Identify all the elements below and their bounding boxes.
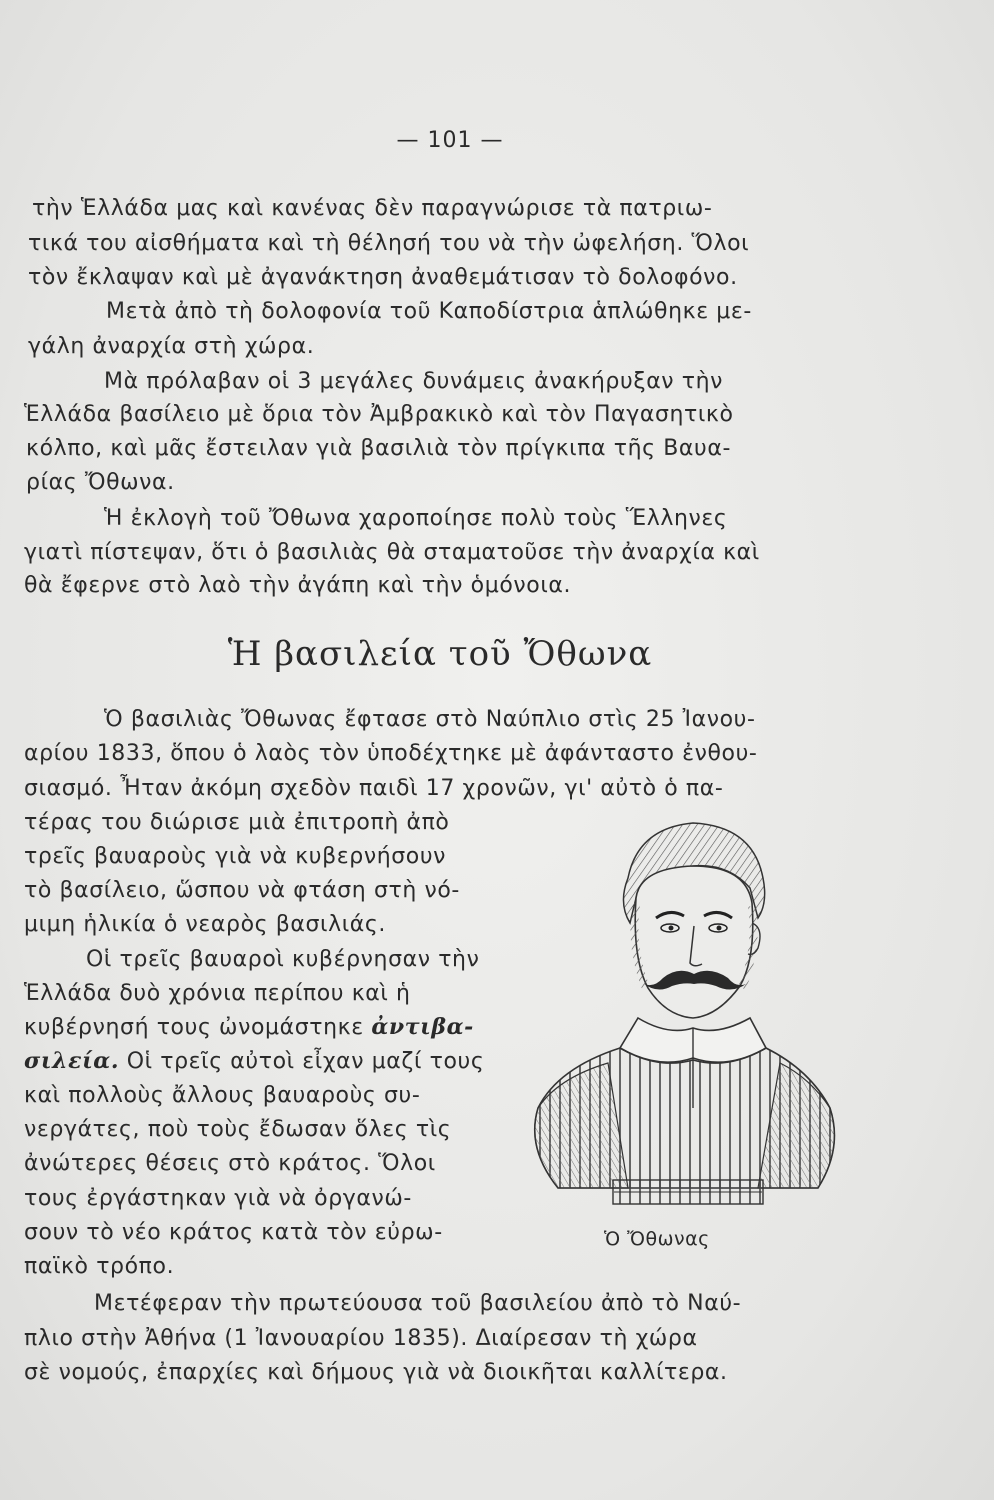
text-segment: Οἱ τρεῖς αὐτοὶ εἶχαν μαζί τους — [119, 1049, 485, 1074]
text-line: καὶ πολλοὺς ἄλλους βαυαροὺς συ- — [24, 1083, 421, 1108]
text-segment: κυβέρνησή τους ὠνομάστηκε — [24, 1015, 364, 1040]
text-line: τὴν Ἑλλάδα μας καὶ κανένας δὲν παραγνώρισε τὰ πατριω- — [32, 196, 713, 221]
text-line: Ἑλλάδα δυὸ χρόνια περίπου καὶ ἡ — [24, 981, 411, 1006]
text-line: παϊκὸ τρόπο. — [24, 1254, 175, 1279]
text-line: γιατὶ πίστεψαν, ὅτι ὁ βασιλιὰς θὰ σταματοῦσε τὴν ἀναρχία καὶ — [24, 540, 760, 565]
section-heading: Ἡ βασιλεία τοῦ Ὄθωνα — [227, 634, 653, 674]
portrait-illustration — [518, 808, 848, 1228]
text-line: γάλη ἀναρχία στὴ χώρα. — [28, 334, 315, 359]
text-line: Οἱ τρεῖς βαυαροὶ κυβέρνησαν τὴν — [86, 947, 480, 972]
text-line: τὸν ἔκλαψαν καὶ μὲ ἀγανάκτηση ἀναθεμάτισαν τὸ δολοφόνο. — [28, 265, 738, 290]
text-line: αρίου 1833, ὅπου ὁ λαὸς τὸν ὑποδέχτηκε μὲ ἀφάνταστο ἐνθου- — [24, 741, 758, 766]
italic-term: σιλεία. — [24, 1048, 120, 1074]
text-line: Ἑλλάδα βασίλειο μὲ ὅρια τὸν Ἀμβρακικὸ καὶ τὸν Παγασητικὸ — [24, 402, 734, 427]
text-line: Ἡ ἐκλογὴ τοῦ Ὄθωνα χαροποίησε πολὺ τοὺς Ἕλληνες — [104, 506, 728, 531]
italic-term: ἀντιβα- — [371, 1014, 474, 1040]
text-line: τὸ βασίλειο, ὥσπου νὰ φτάση στὴ νό- — [24, 878, 460, 903]
text-line: Μετέφεραν τὴν πρωτεύουσα τοῦ βασιλείου ἀπὸ τὸ Ναύ- — [94, 1291, 742, 1316]
text-line: σὲ νομούς, ἐπαρχίες καὶ δήμους γιὰ νὰ διοικῆται καλλίτερα. — [24, 1360, 728, 1385]
text-line: Ὁ βασιλιὰς Ὄθωνας ἔφτασε στὸ Ναύπλιο στὶς 25 Ἰανου- — [104, 707, 756, 732]
text-line: τους ἐργάστηκαν γιὰ νὰ ὀργανώ- — [24, 1186, 412, 1211]
text-line: τέρας του διώρισε μιὰ ἐπιτροπὴ ἀπὸ — [24, 810, 450, 835]
text-line: τικά του αἰσθήματα καὶ τὴ θέλησή του νὰ τὴν ὠφελήση. Ὅλοι — [28, 231, 750, 256]
page-number: — 101 — — [396, 128, 504, 153]
text-line: πλιο στὴν Ἀθήνα (1 Ἰανουαρίου 1835). Διαίρεσαν τὴ χώρα — [24, 1326, 698, 1351]
text-line: μιμη ἡλικία ὁ νεαρὸς βασιλιάς. — [24, 912, 386, 937]
portrait-caption: Ὁ Ὄθωνας — [604, 1228, 710, 1250]
text-line: θὰ ἔφερνε στὸ λαὸ τὴν ἀγάπη καὶ τὴν ὁμόνοια. — [24, 573, 572, 598]
text-line: σουν τὸ νέο κράτος κατὰ τὸν εὐρω- — [24, 1220, 443, 1245]
text-line: ἀνώτερες θέσεις στὸ κράτος. Ὅλοι — [24, 1151, 436, 1176]
text-line: Μὰ πρόλαβαν οἱ 3 μεγάλες δυνάμεις ἀνακήρυξαν τὴν — [104, 369, 724, 394]
text-line — [24, 1014, 474, 1040]
text-line: ρίας Ὄθωνα. — [26, 470, 175, 495]
text-line: Μετὰ ἀπὸ τὴ δολοφονία τοῦ Καποδίστρια ἁπλώθηκε με- — [106, 299, 752, 324]
text-line: σιασμό. Ἦταν ἀκόμη σχεδὸν παιδὶ 17 χρονῶν, γι' αὐτὸ ὁ πα- — [24, 776, 724, 801]
text-line: νεργάτες, ποὺ τοὺς ἔδωσαν ὅλες τὶς — [24, 1117, 452, 1142]
text-line: τρεῖς βαυαροὺς γιὰ νὰ κυβερνήσουν — [24, 844, 447, 869]
text-line — [24, 1048, 484, 1074]
text-line: κόλπο, καὶ μᾶς ἔστειλαν γιὰ βασιλιὰ τὸν πρίγκιπα τῆς Βαυα- — [26, 436, 731, 461]
